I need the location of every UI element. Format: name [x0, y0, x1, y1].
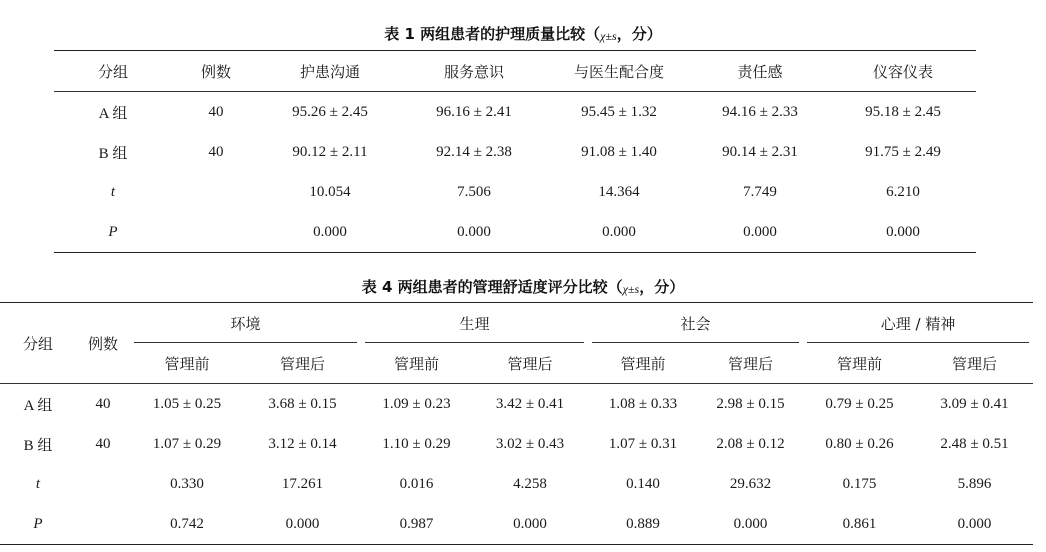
table-cell: 7.749 [743, 183, 777, 200]
table2-title-stat: χ±s [622, 282, 640, 296]
table-cell: 40 [95, 395, 111, 412]
table-cell: B 组 [98, 145, 128, 162]
table-cell: 2.08 ± 0.12 [716, 435, 785, 452]
table-cell: 3.42 ± 0.41 [495, 395, 565, 412]
table2-header-row-1 [0, 303, 1033, 344]
table-cell: 29.632 [729, 475, 772, 492]
table-cell: 0.000 [285, 515, 320, 532]
table2-title-suffix: ，分） [639, 278, 685, 296]
table2-group-column-header: 分组 [0, 303, 76, 384]
table-cell: 40 [95, 435, 111, 452]
table-cell: 0.889 [626, 515, 660, 532]
table2 [0, 302, 1033, 545]
table-cell: 0.80 ± 0.26 [825, 435, 894, 452]
table2-title-prefix: 表 4 两组患者的管理舒适度评分比较（ [361, 278, 623, 296]
table1-title-stat: χ±s [600, 29, 617, 43]
table2-subheader: 管理前 [361, 343, 472, 384]
table-cell: 1.08 ± 0.33 [608, 395, 678, 412]
table2-group-header: 社会 [588, 303, 803, 344]
table-cell: 0.861 [842, 515, 877, 532]
table-cell: 0.742 [170, 515, 204, 532]
table-cell: 5.896 [957, 475, 992, 492]
table-cell: 91.08 ± 1.40 [581, 143, 657, 160]
table-row [54, 132, 976, 172]
table2-count-column-header: 例数 [76, 303, 130, 384]
table2-subheader: 管理后 [244, 343, 361, 384]
table2-subheader: 管理后 [698, 343, 803, 384]
table-row [0, 504, 1033, 545]
table-cell: A 组 [23, 397, 53, 414]
table1-header: 例数 [172, 51, 260, 92]
table2-subheader: 管理前 [588, 343, 698, 384]
table-cell: 3.68 ± 0.15 [268, 395, 337, 412]
table-cell: 94.16 ± 2.33 [722, 103, 798, 120]
table-cell: 0.000 [886, 223, 920, 240]
table2-header-row-2 [0, 343, 1033, 384]
table-cell: 0.000 [602, 223, 636, 240]
table-cell: 3.12 ± 0.14 [268, 435, 337, 452]
table1-header: 服务意识 [400, 51, 548, 92]
table2-subheader: 管理后 [916, 343, 1033, 384]
table-cell: 95.45 ± 1.32 [581, 103, 657, 120]
table-cell: 95.18 ± 2.45 [865, 103, 941, 120]
table1-header: 分组 [54, 51, 172, 92]
table-cell: 40 [208, 143, 224, 160]
table2-group-header: 环境 [130, 303, 361, 344]
table-cell: P [108, 223, 118, 240]
table-cell: B 组 [23, 437, 53, 454]
table-cell: 17.261 [281, 475, 324, 492]
table2-subheader: 管理前 [130, 343, 244, 384]
table-row [54, 92, 976, 133]
table-cell: 3.02 ± 0.43 [495, 435, 565, 452]
table2-subheader: 管理前 [803, 343, 916, 384]
table-cell: 0.000 [957, 515, 992, 532]
table-cell [76, 504, 130, 545]
table1-title-prefix: 表 1 两组患者的护理质量比较（ [384, 25, 601, 43]
table-cell: 0.000 [457, 223, 491, 240]
table-cell: 0.000 [313, 223, 347, 240]
table-cell: 0.175 [842, 475, 877, 492]
table-row [54, 212, 976, 253]
table-cell: P [33, 515, 43, 532]
table1-header: 与医生配合度 [548, 51, 690, 92]
table1-header: 责任感 [690, 51, 830, 92]
table-cell: 0.330 [170, 475, 204, 492]
table-cell: 7.506 [457, 183, 491, 200]
table-cell: 0.000 [513, 515, 547, 532]
table1-title-suffix: ，分） [616, 25, 662, 43]
table-cell: 0.016 [399, 475, 434, 492]
table1-header-row [54, 51, 976, 92]
table-row [0, 464, 1033, 504]
table-cell [172, 212, 260, 253]
table2-caption [0, 277, 1046, 298]
table-row [54, 172, 976, 212]
table-cell: 0.79 ± 0.25 [825, 395, 894, 412]
table-cell: 90.12 ± 2.11 [292, 143, 368, 160]
table-cell: 4.258 [513, 475, 547, 492]
table-cell: 0.987 [399, 515, 434, 532]
table1-header: 护患沟通 [260, 51, 400, 92]
table-cell: 3.09 ± 0.41 [940, 395, 1009, 412]
table-cell: 92.14 ± 2.38 [436, 143, 512, 160]
table-cell: 0.000 [743, 223, 777, 240]
table-cell: 6.210 [886, 183, 920, 200]
table-cell: 1.09 ± 0.23 [382, 395, 451, 412]
table-cell: 2.48 ± 0.51 [940, 435, 1009, 452]
table-cell: 90.14 ± 2.31 [722, 143, 798, 160]
table-cell: 40 [208, 103, 224, 120]
table-cell: 10.054 [309, 183, 351, 200]
table-cell: 1.07 ± 0.29 [152, 435, 222, 452]
table1 [54, 50, 976, 253]
table-cell [172, 172, 260, 212]
table-cell: t [35, 475, 41, 492]
table-cell: 96.16 ± 2.41 [436, 103, 512, 120]
table-cell: 1.07 ± 0.31 [608, 435, 678, 452]
table-cell: t [110, 183, 116, 200]
table-cell: 91.75 ± 2.49 [865, 143, 941, 160]
table-cell: 95.26 ± 2.45 [292, 103, 368, 120]
table2-group-header: 心理 / 精神 [803, 303, 1033, 344]
table-cell [76, 464, 130, 504]
table-cell: 0.000 [733, 515, 768, 532]
table-cell: 14.364 [598, 183, 640, 200]
table-row [0, 424, 1033, 464]
table-cell: A 组 [98, 105, 128, 122]
table-row [0, 384, 1033, 425]
table-cell: 1.05 ± 0.25 [152, 395, 222, 412]
table2-subheader: 管理后 [472, 343, 588, 384]
table1-caption [0, 24, 1046, 45]
table1-header: 仪容仪表 [830, 51, 976, 92]
table2-group-header: 生理 [361, 303, 588, 344]
table-cell: 2.98 ± 0.15 [716, 395, 785, 412]
table-cell: 1.10 ± 0.29 [382, 435, 451, 452]
table-cell: 0.140 [626, 475, 660, 492]
